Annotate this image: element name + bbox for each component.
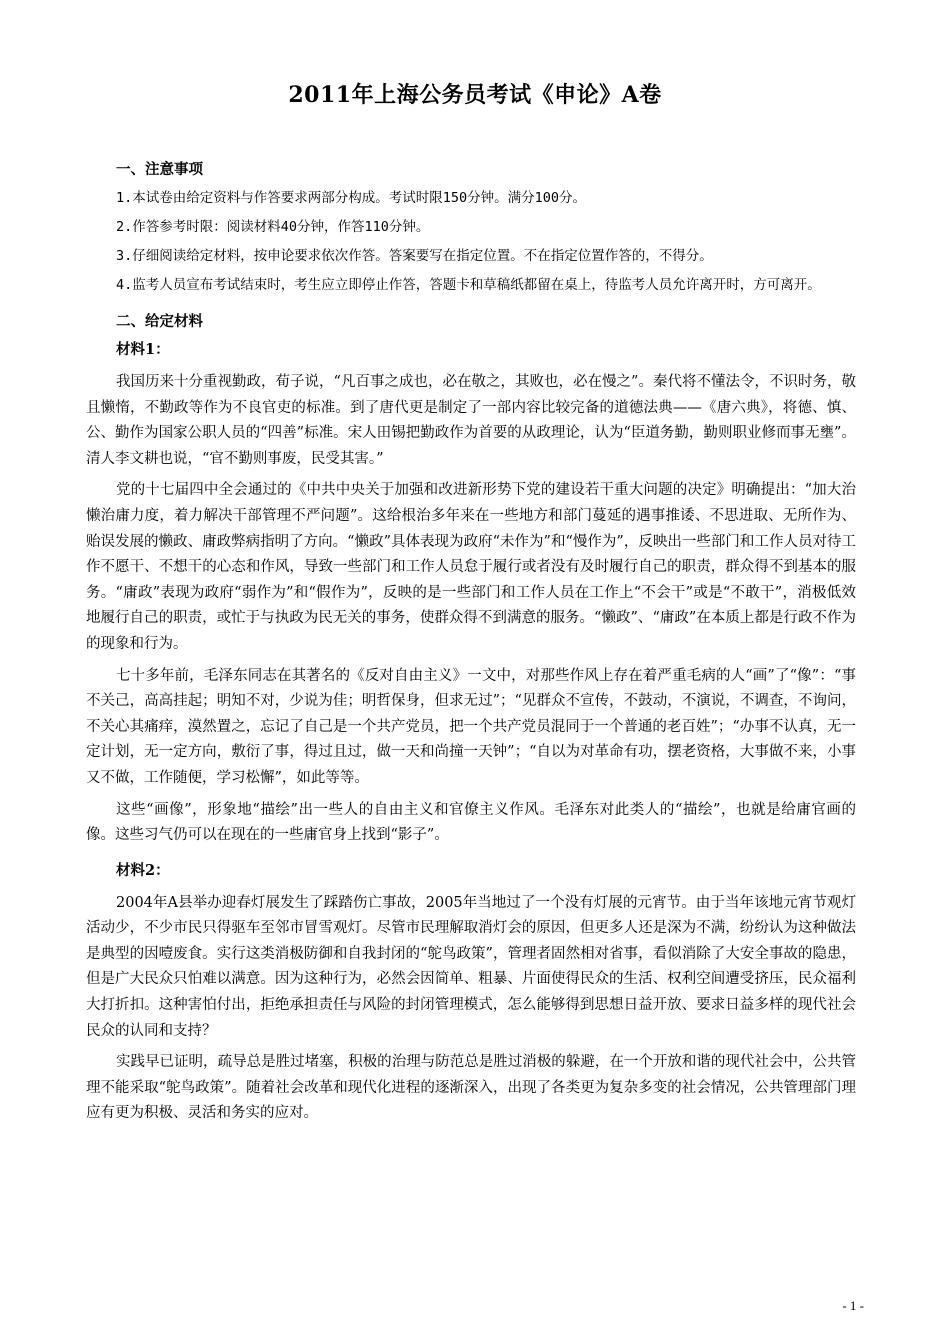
- notice-item: 4.监考人员宣布考试结束时，考生应立即停止作答，答题卡和草稿纸都留在桌上，待监考人员允许离开时，方可离开。: [116, 277, 821, 293]
- material-1-paragraph: 我国历来十分重视勤政，荀子说，“凡百事之成也，必在敬之，其败也，必在慢之”。秦代将不懂法令，不识时务，敬且懒惰，不勤政等作为不良官吏的标准。到了唐代更是制定了一部内容比较完备的道德法典——《唐六典》，将德、慎、公、勤作为国家公职人员的“四善”标准。宋人田锡把勤政作为首要的从政理论，认为“臣道务勤，勤则职业修而事无壅”。清人李文耕也说，“官不勤则事废，民受其害。”: [86, 374, 856, 467]
- notice-item: 3.仔细阅读给定材料，按申论要求依次作答。答案要写在指定位置。不在指定位置作答的，不得分。: [116, 248, 713, 264]
- material-1-label: 材料1：: [116, 341, 170, 358]
- page-number: - 1 -: [842, 1298, 864, 1313]
- notice-item: 2.作答参考时限：阅读材料40分钟，作答110分钟。: [116, 219, 430, 235]
- notice-item: 1.本试卷由给定资料与作答要求两部分构成。考试时限150分钟。满分100分。: [116, 190, 587, 206]
- page-title: 2011年上海公务员考试《申论》A卷: [288, 82, 662, 108]
- document-body: [86, 156, 856, 1127]
- material-2-paragraph: 实践早已证明，疏导总是胜过堵塞，积极的治理与防范总是胜过消极的躲避，在一个开放和谐的现代社会中，公共管理不能采取“鸵鸟政策”。随着社会改革和现代化进程的逐渐深入，出现了各类更为复杂多变的社会情况，公共管理部门理应有更为积极、灵活和务实的应对。: [86, 1054, 856, 1122]
- material-1-paragraph: 这些“画像”，形象地“描绘”出一些人的自由主义和官僚主义作风。毛泽东对此类人的“描绘”，也就是给庸官画的像。这些习气仍可以在现在的一些庸官身上找到“影子”。: [86, 801, 856, 844]
- materials-heading: 二、给定材料: [116, 313, 203, 330]
- material-2-label: 材料2：: [116, 861, 170, 879]
- notice-heading: 一、注意事项: [116, 161, 203, 178]
- material-1-paragraph: 七十多年前，毛泽东同志在其著名的《反对自由主义》一文中，对那些作风上存在着严重毛病的人“画”了“像”：“事不关己，高高挂起；明知不对，少说为佳；明哲保身，但求无过”；“见群众不宣传，不鼓动，不演说，不调查，不询问，不关心其痛痒，漠然置之，忘记了自己是一个共产党员，把一个共产党员混同于一个普通的老百姓”；“办事不认真，无一定计划，无一定方向，敷衍了事，得过且过，做一天和尚撞一天钟”；“自以为对革命有功，摆老资格，大事做不来，小事又不做，工作随便，学习松懈”，如此等等。: [86, 667, 856, 786]
- material-2-paragraph: 2004年A县举办迎春灯展发生了踩踏伤亡事故，2005年当地过了一个没有灯展的元宵节。由于当年该地元宵节观灯活动少，不少市民只得驱车至邻市冒雪观灯。尽管市民理解取消灯会的原因，但更多人还是深为不满，纷纷认为这种做法是典型的因噎废食。实行这类消极防御和自我封闭的“鸵鸟政策”，管理者固然相对省事，看似消除了大安全事故的隐患，但是广大民众只怕难以满意。因为这种行为，必然会因简单、粗暴、片面使得民众的生活、权利空间遭受挤压，民众福利大打折扣。这种害怕付出，拒绝承担责任与风险的封闭管理模式，怎么能够得到思想日益开放、要求日益多样的现代社会民众的认同和支持？: [86, 894, 856, 1039]
- material-1-paragraph: 党的十七届四中全会通过的《中共中央关于加强和改进新形势下党的建设若干重大问题的决定》明确提出：“加大治懒治庸力度，着力解决干部管理不严问题”。这给根治多年来在一些地方和部门蔓延的遇事推诿、不思进取、无所作为、贻误发展的懒政、庸政弊病指明了方向。“懒政”具体表现为政府“未作为”和“慢作为”，反映出一些部门和工作人员对待工作不愿干、不想干的心态和作风，导致一些部门和工作人员怠于履行或者没有及时履行自己的职责，群众得不到基本的服务。“庸政”表现为政府“弱作为”和“假作为”，反映的是一些部门和工作人员在工作上“不会干”或是“不敢干”，消极低效地履行自己的职责，或忙于与执政为民无关的事务，使群众得不到满意的服务。“懒政”、“庸政”在本质上都是行政不作为的现象和行为。: [86, 482, 856, 652]
